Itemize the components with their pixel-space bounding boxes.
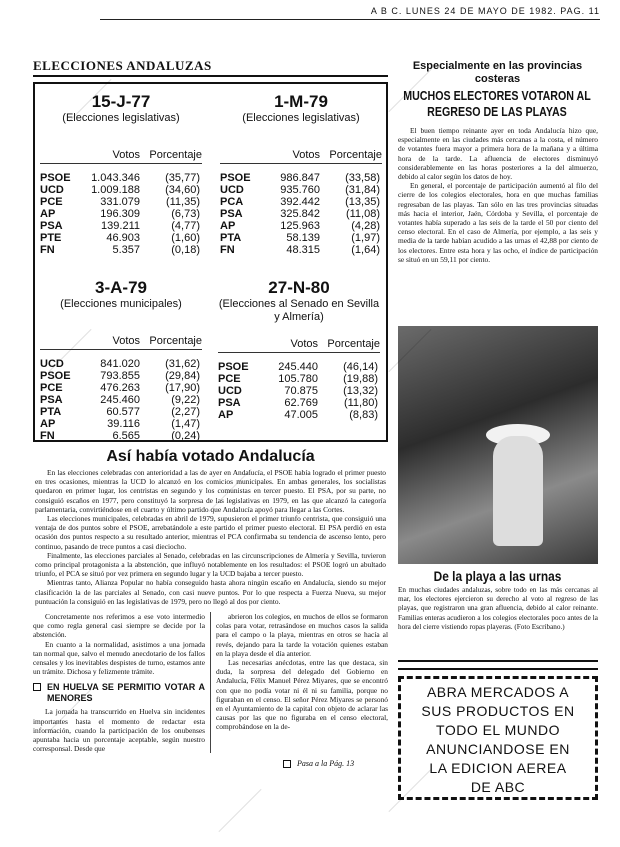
party: PTE xyxy=(40,232,62,244)
subheading: EN HUELVA SE PERMITIO VOTAR A MENORES xyxy=(33,682,205,704)
table-row xyxy=(218,361,380,373)
article-body xyxy=(35,468,386,606)
header-rule xyxy=(100,19,600,20)
party: PSA xyxy=(40,220,63,232)
percent: (4,77) xyxy=(171,220,200,232)
percent-header: Porcentaje xyxy=(327,338,380,350)
percent: (17,90) xyxy=(165,382,200,394)
table-row xyxy=(40,196,202,208)
percent: (34,60) xyxy=(165,184,200,196)
votes-header: Votos xyxy=(112,335,140,347)
percent: (1,64) xyxy=(351,244,380,256)
paragraph: Finalmente, las elecciones parciales al Senado, celebradas en las circunscripciones de Almería y Sevilla, tuvieron como principal protagonista a la abstención, que influyó notablemente en los resultados: el PSOE logró un abultado triunfo, el PCA se situó por vez primera en segundo lugar y la UCD bajaba a tercer puesto. xyxy=(35,550,386,579)
percent: (31,84) xyxy=(345,184,380,196)
percent: (11,80) xyxy=(343,397,378,409)
child-figure xyxy=(493,436,543,546)
table-row xyxy=(40,382,202,394)
votes: 125.963 xyxy=(280,220,320,232)
party: PTA xyxy=(220,232,242,244)
percent: (6,73) xyxy=(171,208,200,220)
party: PSOE xyxy=(218,361,249,373)
table-row xyxy=(220,172,382,184)
election-date: 27-N-80 xyxy=(268,278,330,297)
decorative-rules xyxy=(398,660,598,670)
results-table xyxy=(220,92,382,256)
table-row xyxy=(220,196,382,208)
square-bullet-icon xyxy=(283,760,291,768)
paragraph: En general, el porcentaje de participación aumentó al filo del cierre de los colegios electorales, hora en que muchas familias regresaban de las playas. Tan sólo en las tres provincias situadas más hacia el interior, Jaén, Córdoba y Sevilla, el porcentaje de votantes había superado a las seis de la tarde el 50 por ciento del censo electoral. En el caso de Almería, por ejemplo, a las seis y media de la tarde habían acudido a las urnas el 42,88 por ciento de los electores. Entre esta hora y las ocho, el índice de participación se situó en un 59,11 por ciento. xyxy=(398,181,598,264)
paragraph: Las necesarias anécdotas, entre las que destaca, sin duda, la sorpresa del delegado del Gobierno en Andalucía, Félix Manuel Pérez Miyares, que se encontró con que no podía votar ni él ni su familia, porque no figuraban en el censo. El señor Pérez Miyares se personó en el Ayuntamiento de la capital con objeto de aclarar las causas por las que no figuraba en el censo electoral, comprobándose en la de- xyxy=(216,658,388,732)
left-articles xyxy=(33,447,388,768)
table-row xyxy=(40,394,202,406)
paragraph: En las elecciones celebradas con anterioridad a las de ayer en Andalucía, el PSOE había logrado el primer puesto en tres ocasiones, mientras la UCD lo alcanzó en los comicios municipales. En ambas generales, los socialistas quedaron en primer lugar, los centristas en segundo y los comunistas en tercer puesto. El PSA, por su parte, no consiguió escaños en 1977, pero constituyó la sorpresa de las legislativas en 1979, en las que alcanzó la categoría parlamentaria, convirtiéndose en el cuarto y último partido que Andalucía apoyó para llegar a las Cortes. xyxy=(35,468,386,514)
section-title: ELECCIONES ANDALUZAS xyxy=(33,58,212,73)
votes: 58.139 xyxy=(286,232,320,244)
party: PSOE xyxy=(40,172,71,184)
election-type: (Elecciones al Senado en Sevilla y Almería) xyxy=(218,298,380,323)
party: PSOE xyxy=(220,172,251,184)
table-row xyxy=(220,232,382,244)
votes: 841.020 xyxy=(100,358,140,370)
right-headline: MUCHOS ELECTORES VOTARON AL REGRESO DE LAS PLAYAS xyxy=(403,88,591,119)
table-row xyxy=(40,172,202,184)
table-row xyxy=(40,220,202,232)
watermark-stroke xyxy=(218,789,261,832)
ad-line: ABRA MERCADOS A xyxy=(426,684,570,700)
votes: 46.903 xyxy=(106,232,140,244)
party: UCD xyxy=(220,184,244,196)
lower-article xyxy=(33,612,388,753)
percent-header: Porcentaje xyxy=(329,149,382,161)
votes: 245.460 xyxy=(100,394,140,406)
percent: (35,77) xyxy=(165,172,200,184)
party: AP xyxy=(40,208,56,220)
percent: (13,35) xyxy=(345,196,380,208)
table-row xyxy=(220,208,382,220)
percent: (19,88) xyxy=(343,373,378,385)
votes-header: Votos xyxy=(292,149,320,161)
votes: 62.769 xyxy=(284,397,318,409)
votes: 6.565 xyxy=(112,430,140,442)
votes: 793.855 xyxy=(100,370,140,382)
results-table xyxy=(40,92,202,256)
votes: 935.760 xyxy=(280,184,320,196)
party: FN xyxy=(40,244,55,256)
table-row xyxy=(218,409,380,421)
percent-header: Porcentaje xyxy=(149,335,202,347)
percent: (29,84) xyxy=(165,370,200,382)
votes: 476.263 xyxy=(100,382,140,394)
percent-header: Porcentaje xyxy=(149,149,202,161)
percent: (8,83) xyxy=(349,409,378,421)
percent: (13,32) xyxy=(343,385,378,397)
votes: 196.309 xyxy=(100,208,140,220)
table-row xyxy=(40,232,202,244)
table-row xyxy=(40,208,202,220)
percent: (46,14) xyxy=(343,361,378,373)
votes: 1.043.346 xyxy=(91,172,140,184)
votes-header: Votos xyxy=(112,149,140,161)
party: PSOE xyxy=(40,370,71,382)
article-column-1 xyxy=(33,612,210,753)
votes: 48.315 xyxy=(286,244,320,256)
paragraph: El buen tiempo reinante ayer en toda Andalucía hizo que, especialmente en las ciudades más cercanas a la costa, el número de votantes fuera mayor a primera hora de la mañana y a última hora de la tarde. La afluencia de electores disminuyó considerablemente en las horas posteriores a la del almuerzo, debido al calor según los datos de hoy. xyxy=(398,126,598,182)
ad-line: DE ABC xyxy=(470,779,526,795)
party: PCE xyxy=(40,196,63,208)
photo-caption: En muchas ciudades andaluzas, sobre todo en las más cercanas al mar, los electores ejercieron su derecho al voto al regreso de las playas, que registraron una gran afluencia, debido al calor reinante. Familias enteras acudieron a los colegios electorales poco antes de la hora del cierre vistiendo ropas playeras. (Foto Escribano.) xyxy=(398,586,598,631)
party: PCA xyxy=(220,196,244,208)
article-column-2 xyxy=(210,612,388,753)
table-row xyxy=(220,184,382,196)
table-row xyxy=(220,244,382,256)
right-article-body xyxy=(398,126,598,264)
percent: (0,18) xyxy=(171,244,200,256)
ad-line: ANUNCIANDOSE EN xyxy=(426,741,570,757)
party: PSA xyxy=(220,208,243,220)
paragraph: En cuanto a la normalidad, asistimos a una jornada tan normal que, salvo el menudo anecdotario de los fallos censales y los inevitables despistes de turno, estamos ante un trámite. Dichosa y felizmente trámite. xyxy=(33,639,205,677)
votes: 139.211 xyxy=(101,220,140,232)
ad-line: SUS PRODUCTOS EN xyxy=(421,703,575,719)
party: UCD xyxy=(40,184,64,196)
percent: (11,35) xyxy=(165,196,200,208)
ad-line: LA EDICION AEREA xyxy=(429,760,567,776)
percent: (31,62) xyxy=(165,358,200,370)
percent: (33,58) xyxy=(345,172,380,184)
percent: (4,28) xyxy=(351,220,380,232)
election-type: (Elecciones municipales) xyxy=(60,298,182,310)
percent: (1,97) xyxy=(351,232,380,244)
percent: (1,47) xyxy=(171,418,200,430)
election-type: (Elecciones legislativas) xyxy=(242,112,360,124)
ad-line: TODO EL MUNDO xyxy=(436,722,560,738)
votes: 986.847 xyxy=(280,172,320,184)
paragraph: abrieron los colegios, en muchos de ellos se formaron colas para votar, retrasándose en muchos casos la salida para el campo o la playa, mientras en otros se hacía al revés, dejando para la tarde la votación quienes estaban en la playa desde el día anterior. xyxy=(216,612,388,658)
paragraph: La jornada ha transcurrido en Huelva sin incidentes importantes hasta el momento de redactar esta información, cuando la participación de los onubenses apuntaba hacia un porcentaje aceptable, según nuestro corresponsal. Desde que xyxy=(33,707,205,754)
party: PCE xyxy=(40,382,63,394)
votes: 70.875 xyxy=(284,385,318,397)
election-date: 15-J-77 xyxy=(91,92,151,111)
party: PTA xyxy=(40,406,62,418)
party: AP xyxy=(218,409,234,421)
table-row xyxy=(40,358,202,370)
party: FN xyxy=(220,244,235,256)
votes-header: Votos xyxy=(290,338,318,350)
photo-caption-title: De la playa a las urnas xyxy=(433,568,562,584)
votes: 47.005 xyxy=(284,409,318,421)
votes: 325.842 xyxy=(280,208,320,220)
table-row xyxy=(40,370,202,382)
votes: 60.577 xyxy=(106,406,140,418)
article-title: Así había votado Andalucía xyxy=(106,448,315,465)
beach-photo xyxy=(398,326,598,564)
percent: (0,24) xyxy=(171,430,200,442)
election-date: 3-A-79 xyxy=(95,278,147,297)
results-table xyxy=(40,278,202,442)
table-row xyxy=(218,373,380,385)
election-date: 1-M-79 xyxy=(274,92,328,111)
party: UCD xyxy=(218,385,242,397)
votes: 392.442 xyxy=(280,196,320,208)
paragraph: Las elecciones municipales, celebradas en abril de 1979, supusieron el primer triunfo centrista, que consiguió una ventaja de dos puntos sobre el PSOE, arrebatándole a este partido el primer puesto electoral. El PSA perdió en esta ocasión dos puntos respecto a su resultado anterior, mientras el PCA confirmaba su tendencia de ascenso lento, pero continuo, pasando de trece puntos a casi dieciocho. xyxy=(35,514,386,551)
table-row xyxy=(218,385,380,397)
paragraph: Mientras tanto, Alianza Popular no había conseguido hasta ahora ningún escaño en Andalucía, siendo su mejor clasificación la de las parciales al Senado, con casi nueve puntos. Por lo que respecta a Fuerza Nueva, su mejor puntuación la consiguió en las legislativas de 1979, pero no llegó al dos por ciento. xyxy=(35,578,386,606)
page-header: A B C. LUNES 24 DE MAYO DE 1982. PAG. 11 xyxy=(370,6,600,16)
votes: 245.440 xyxy=(278,361,318,373)
continued-link[interactable]: Pasa a la Pág. 13 xyxy=(283,759,388,768)
party: AP xyxy=(40,418,56,430)
section-rule xyxy=(33,75,388,77)
advertisement xyxy=(398,676,598,800)
party: PCE xyxy=(218,373,241,385)
table-row xyxy=(40,406,202,418)
table-row xyxy=(40,244,202,256)
party: FN xyxy=(40,430,55,442)
right-kicker: Especialmente en las provincias costeras xyxy=(412,60,583,85)
votes: 105.780 xyxy=(278,373,318,385)
paragraph: Concretamente nos referimos a ese voto intermedio que como regla general casi siempre se decide por la abstención. xyxy=(33,612,205,640)
votes: 331.079 xyxy=(100,196,140,208)
votes: 39.116 xyxy=(107,418,140,430)
votes: 5.357 xyxy=(112,244,140,256)
party: PSA xyxy=(40,394,63,406)
percent: (2,27) xyxy=(171,406,200,418)
party: PSA xyxy=(218,397,241,409)
results-table xyxy=(218,278,380,421)
table-row xyxy=(220,220,382,232)
party: AP xyxy=(220,220,236,232)
election-type: (Elecciones legislativas) xyxy=(62,112,180,124)
percent: (9,22) xyxy=(171,394,200,406)
table-row xyxy=(218,397,380,409)
votes: 1.009.188 xyxy=(91,184,140,196)
table-row xyxy=(40,430,202,442)
percent: (1,60) xyxy=(171,232,200,244)
square-bullet-icon xyxy=(33,683,41,691)
table-row xyxy=(40,184,202,196)
percent: (11,08) xyxy=(345,208,380,220)
table-row xyxy=(40,418,202,430)
party: UCD xyxy=(40,358,64,370)
